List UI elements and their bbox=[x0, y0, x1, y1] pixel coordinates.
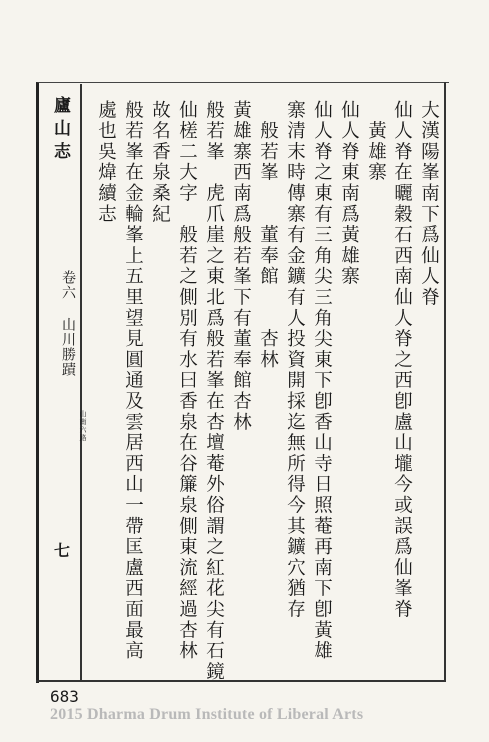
spine-section: 卷六 山川勝蹟 bbox=[60, 270, 76, 377]
spine-title: 廬山志 bbox=[50, 96, 70, 165]
text-column-8: 黃雄寨西南爲般若峯下有董奉館杏林 bbox=[230, 100, 252, 433]
text-column-2: 仙人脊在曬穀石西南仙人脊之西卽盧山壠今或誤爲仙峯脊 bbox=[391, 100, 413, 620]
text-column-4: 仙人脊東南爲黃雄寨 bbox=[338, 100, 360, 288]
text-column-12: 般若峯在金輪峯上五里望見圓通及雲居西山一帶匡盧西面最高 bbox=[122, 100, 144, 662]
spine-subsection: 山南六路 bbox=[79, 410, 87, 442]
page-number: 683 bbox=[50, 687, 79, 706]
text-column-5: 仙人脊之東有三角尖三角尖東下卽香山寺日照菴再南下卽黃雄 bbox=[311, 100, 333, 662]
text-column-11: 故名香泉桑紀 bbox=[149, 100, 171, 225]
text-column-9: 般若峯 虎爪崖之東北爲般若峯在杏壇菴外俗謂之紅花尖有石鏡 bbox=[203, 100, 225, 683]
text-column-3: 黃雄寨 bbox=[365, 100, 387, 184]
text-column-6: 寨清末時傳寨有金鑛有人投資開採迄無所得今其鑛穴猶存 bbox=[284, 100, 306, 620]
text-column-13: 處也吳煒續志 bbox=[95, 100, 117, 225]
text-column-1: 大漢陽峯南下爲仙人脊 bbox=[418, 100, 440, 308]
right-rule bbox=[444, 82, 446, 682]
text-column-10: 仙槎二大字 般若之側別有水曰香泉在谷簾泉側東流經過杏林 bbox=[176, 100, 198, 662]
book-spine-margin bbox=[40, 84, 82, 680]
bottom-rule bbox=[36, 680, 446, 682]
spine-folio-mark: 七 bbox=[54, 541, 71, 560]
text-column-7: 般若峯 董奉館 杏林 bbox=[257, 100, 279, 371]
watermark: 2015 Dharma Drum Institute of Liberal Arts bbox=[50, 706, 364, 723]
